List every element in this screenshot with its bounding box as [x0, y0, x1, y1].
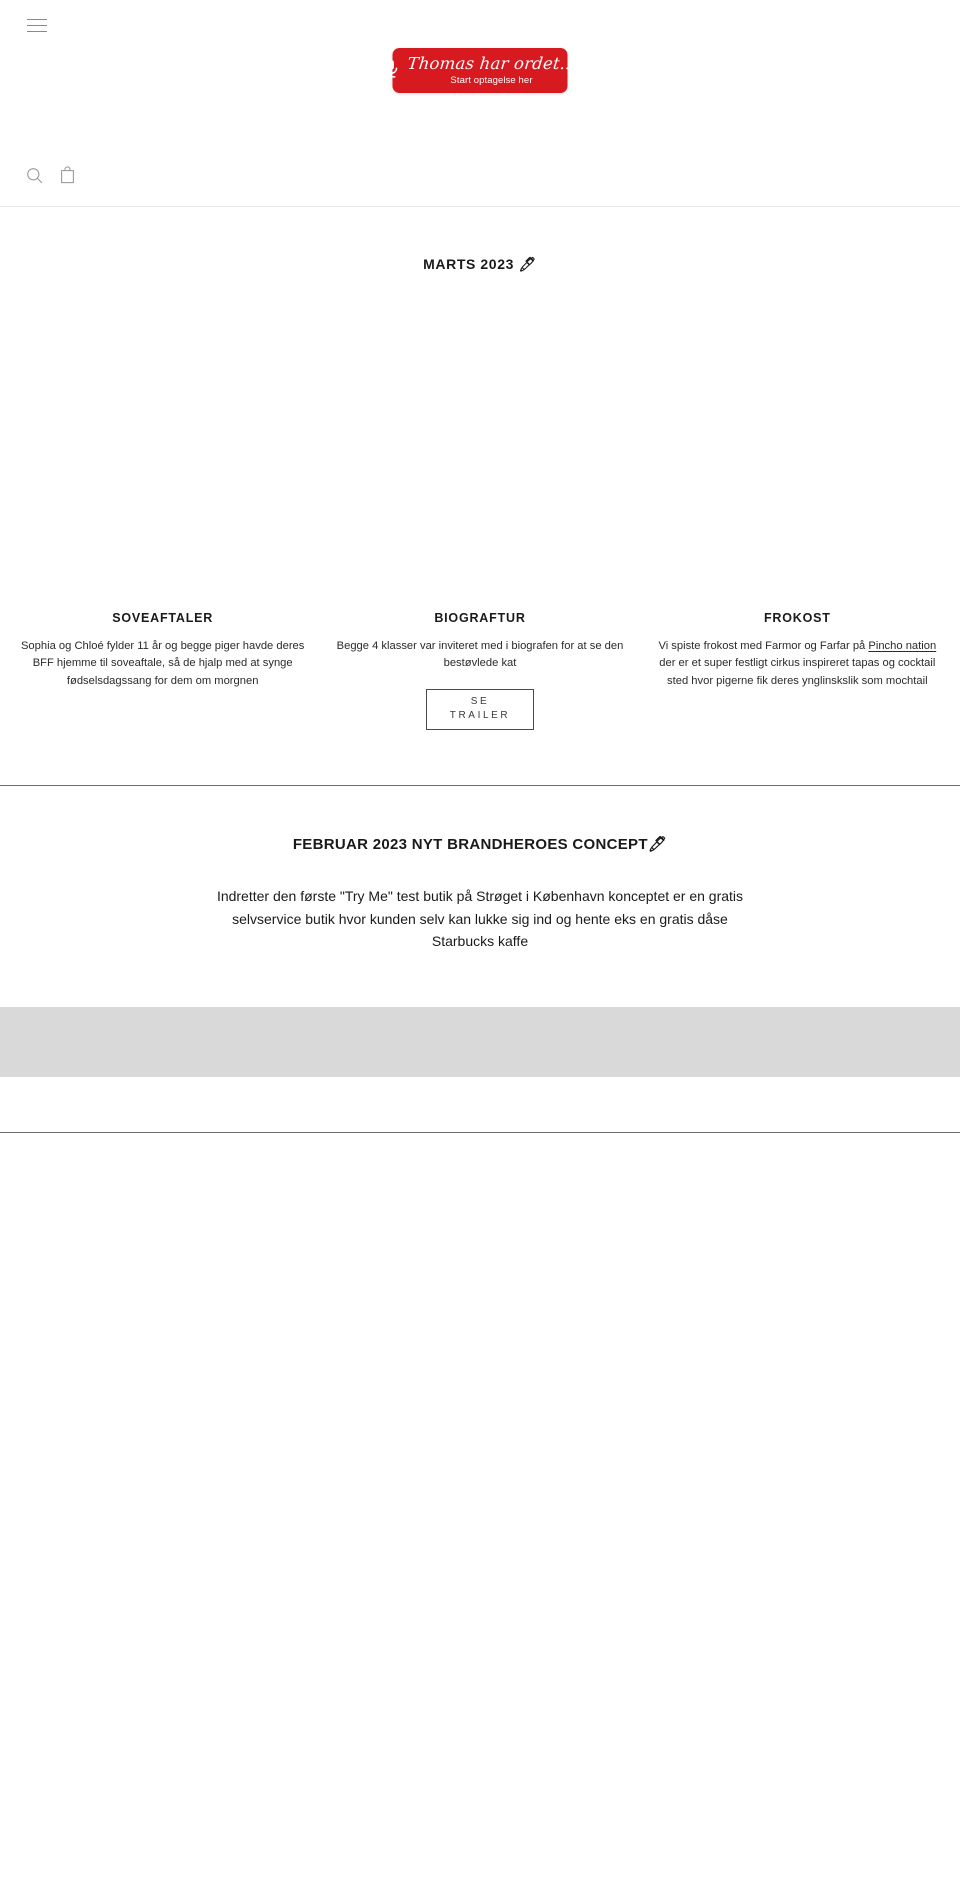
februar-section-body: Indretter den første "Try Me" test butik på Strøget i København konceptet er en gratis selvservice butik hvor kunden selv kan lukke sig ind og hente eks en gratis dåse Starbucks kaffe	[216, 887, 744, 950]
hamburger-bar	[27, 25, 47, 26]
se-trailer-button[interactable]	[426, 689, 534, 730]
microphone-icon	[384, 59, 398, 82]
marts-section-spacer	[0, 730, 960, 785]
record-cta-headline: Thomas har ordet...	[406, 53, 577, 73]
hamburger-bar	[27, 19, 47, 20]
card-body-text-after-link: der er et super festligt cirkus inspireret tapas og cocktail sted hvor pigerne fik deres ynglinskslik som mochtail	[659, 657, 936, 687]
record-cta-text	[406, 53, 577, 86]
shopping-bag-icon	[60, 172, 75, 187]
se-trailer-button-line1: SE	[470, 695, 490, 707]
februar-media-placeholder	[0, 1007, 960, 1077]
februar-2023-section	[0, 786, 960, 1132]
header-tools	[26, 166, 75, 184]
card-frokost	[639, 611, 956, 730]
start-recording-button[interactable]	[393, 48, 577, 93]
card-body: Begge 4 klasser var inviteret med i biografen for at se den bestøvlede kat	[336, 640, 624, 670]
card-body-text-before-link: Vi spiste frokost med Farmor og Farfar på	[658, 640, 869, 652]
hamburger-menu-icon[interactable]	[27, 19, 47, 35]
pincho-nation-link[interactable]: Pincho nation	[868, 640, 937, 652]
marts-media-placeholder	[0, 273, 960, 611]
card-title: SOVEAFTALER	[112, 611, 214, 625]
marts-2023-section	[0, 207, 960, 785]
site-header	[0, 0, 960, 207]
page-bottom-spacer	[0, 1133, 960, 1888]
hamburger-bar	[27, 31, 47, 32]
se-trailer-button-line2: TRAILER	[449, 710, 511, 722]
search-button[interactable]	[26, 167, 43, 184]
card-title: BIOGRAFTUR	[434, 611, 526, 625]
februar-section-spacer	[0, 1077, 960, 1132]
marts-cards-row	[0, 611, 960, 730]
marts-section-heading: MARTS 2023 🖊	[423, 256, 537, 272]
card-soveaftaler	[4, 611, 321, 730]
search-icon	[26, 172, 43, 187]
card-title: FROKOST	[763, 611, 831, 625]
card-biograftur	[321, 611, 638, 730]
februar-section-heading: FEBRUAR 2023 NYT BRANDHEROES CONCEPT🖊	[292, 835, 668, 853]
card-body: Sophia og Chloé fylder 11 år og begge piger havde deres BFF hjemme til soveaftale, så de hjalp med at synge fødselsdagssang for dem om morgnen	[20, 640, 305, 687]
record-cta-subtitle: Start optagelse her	[450, 75, 533, 86]
card-body	[653, 638, 942, 690]
cart-button[interactable]	[60, 166, 75, 184]
